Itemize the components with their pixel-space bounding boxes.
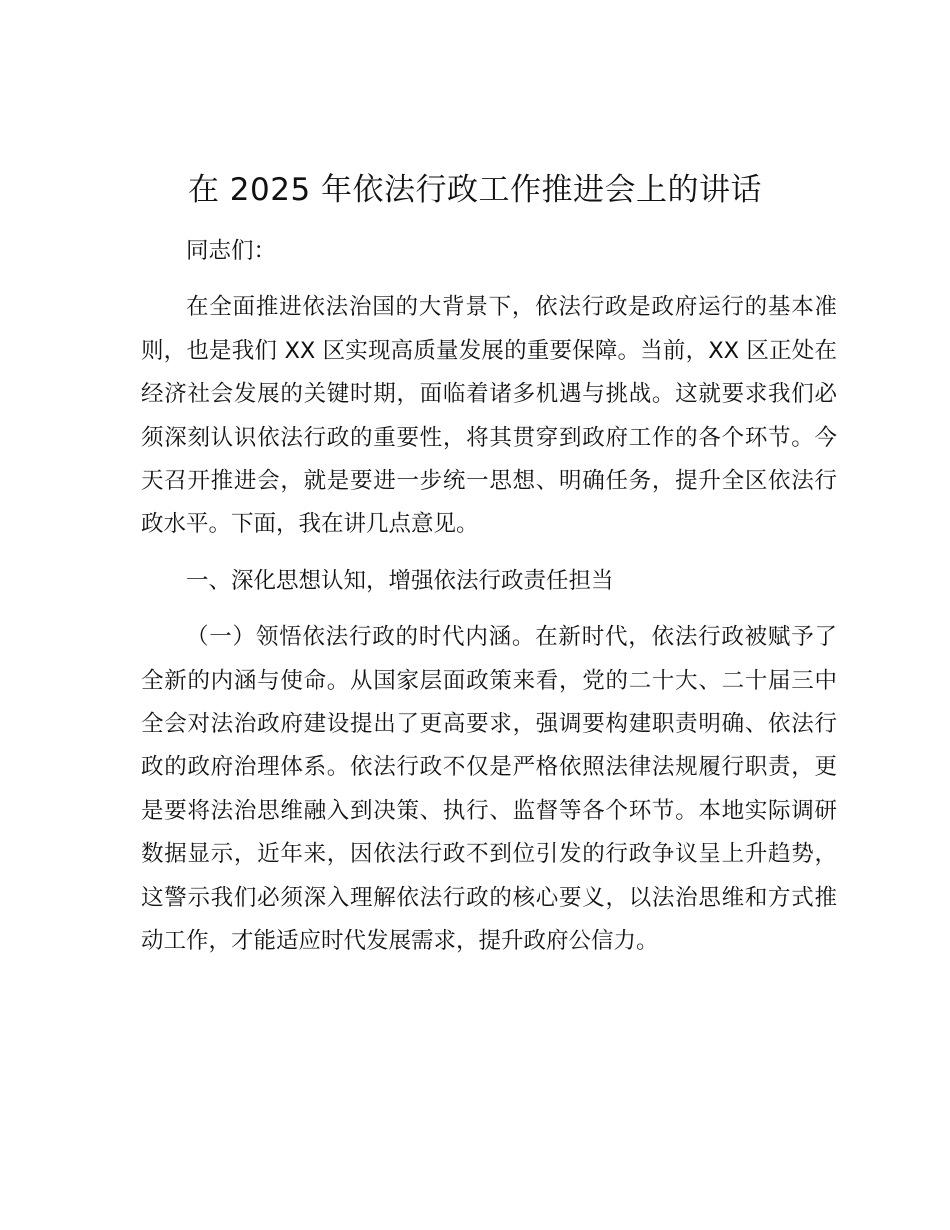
paragraph-subsection-1: （一）领悟依法行政的时代内涵。在新时代，依法行政被赋予了全新的内涵与使命。从国家层面政策来看，党的二十大、二十届三中全会对法治政府建设提出了更高要求，强调要构建职责明确、依法行政的政府治理体系。依法行政不仅是严格依照法律法规履行职责，更是要将法治思维融入到决策、执行、监督等各个环节。本地实际调研数据显示，近年来，因依法行政不到位引发的行政争议呈上升趋势，这警示我们必须深入理解依法行政的核心要义，以法治思维和方式推动工作，才能适应时代发展需求，提升政府公信力。 (141, 624, 837, 955)
document-title: 在 2025 年依法行政工作推进会上的讲话 (187, 172, 763, 208)
section-heading: 一、深化思想认知，增强依法行政责任担当 (186, 567, 614, 594)
paragraph-intro: 在全面推进依法治国的大背景下，依法行政是政府运行的基本准则，也是我们 XX 区实现高质量发展的重要保障。当前，XX 区正处在经济社会发展的关键时期，面临着诸多机遇与挑战。这就要求我们必须深刻认识依法行政的重要性，将其贯穿到政府工作的各个环节。今天召开推进会，就是要进一步统一思想、明确任务，提升全区依法行政水平。下面，我在讲几点意见。 (141, 294, 837, 538)
document-body (141, 230, 837, 964)
salutation: 同志们： (186, 238, 277, 264)
